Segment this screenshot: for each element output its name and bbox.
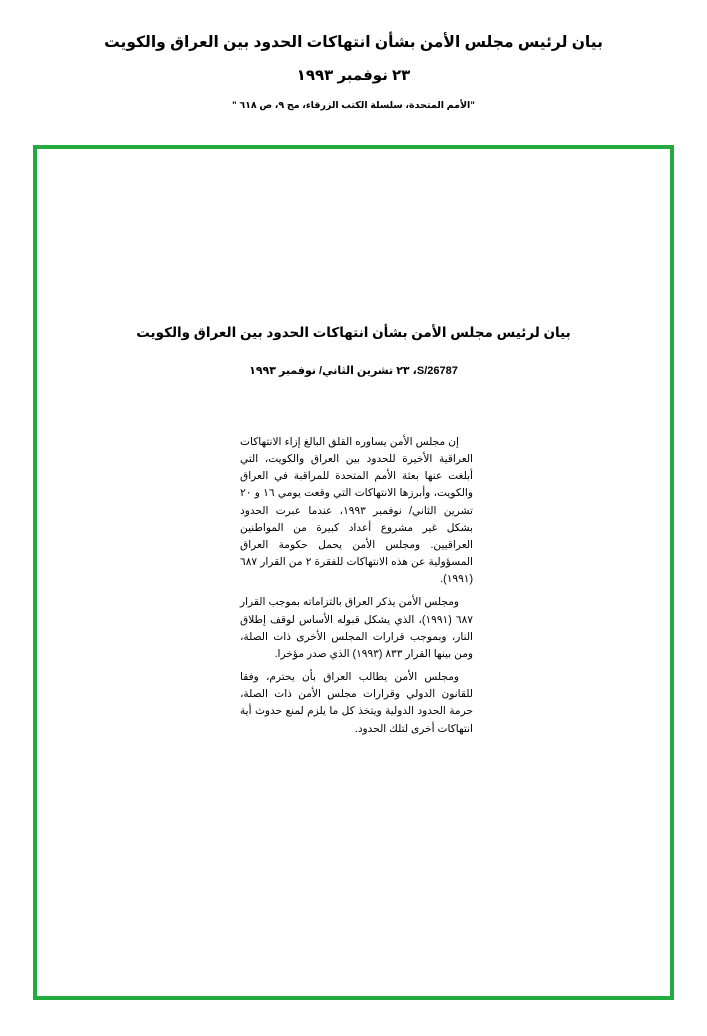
document-title: بيان لرئيس مجلس الأمن بشأن انتهاكات الحدود بين العراق والكويت [136,325,571,340]
document-reference-date: ٢٣ تشرين الثاني/ نوفمبر ١٩٩٣ [249,365,410,377]
document-paragraph: ومجلس الأمن يذكر العراق بالتزاماته بموجب القرار ٦٨٧ (١٩٩١)، الذي يشكل قبوله الأساس لوقف إطلاق النار، وبموجب قرارات المجلس الأخرى ذات الصلة، ومن بينها القرار ٨٣٣ (١٩٩٣) الذي صدر مؤخرا. [240,596,473,660]
document-reference-code: S/26787 [416,365,458,377]
page-header [0,0,707,111]
document-body [240,434,473,738]
page-date: ٢٣ نوفمبر ١٩٩٣ [296,67,411,85]
page-title: بيان لرئيس مجلس الأمن بشأن انتهاكات الحدود بين العراق والكويت [104,34,603,51]
document-paragraph: إن مجلس الأمن يساوره القلق البالغ إزاء الانتهاكات العراقية الأخيرة للحدود بين العراق والكويت، التي أبلغت عنها بعثة الأمم المتحدة للمراقبة في العراق والكويت، وأبرزها الانتهاكات التي وقعت يومي ١٦ و ٢٠ تشرين الثاني/ نوفمبر ١٩٩٣، عندما عبرت الحدود بشكل غير مشروع أعداد كبيرة من المواطنين العراقيين. ومجلس الأمن يحمل حكومة العراق المسؤولية عن هذه الانتهاكات للفقرة ٢ من القرار ٦٨٧ (١٩٩١). [240,436,473,586]
document-frame [33,145,674,1000]
document-reference-separator: ، [409,365,417,377]
document-reference [37,364,670,377]
document-paragraph: ومجلس الأمن يطالب العراق بأن يحترم، وفقا للقانون الدولي وقرارات مجلس الأمن ذات الصلة، حرمة الحدود الدولية ويتخذ كل ما يلزم لمنع حدوث أية انتهاكات أخرى لتلك الحدود. [240,671,473,735]
document-page [37,149,670,996]
page-source-citation: "الأمم المتحدة، سلسلة الكتب الزرقاء، مج ٩، ص ٦١٨ " [232,100,475,112]
